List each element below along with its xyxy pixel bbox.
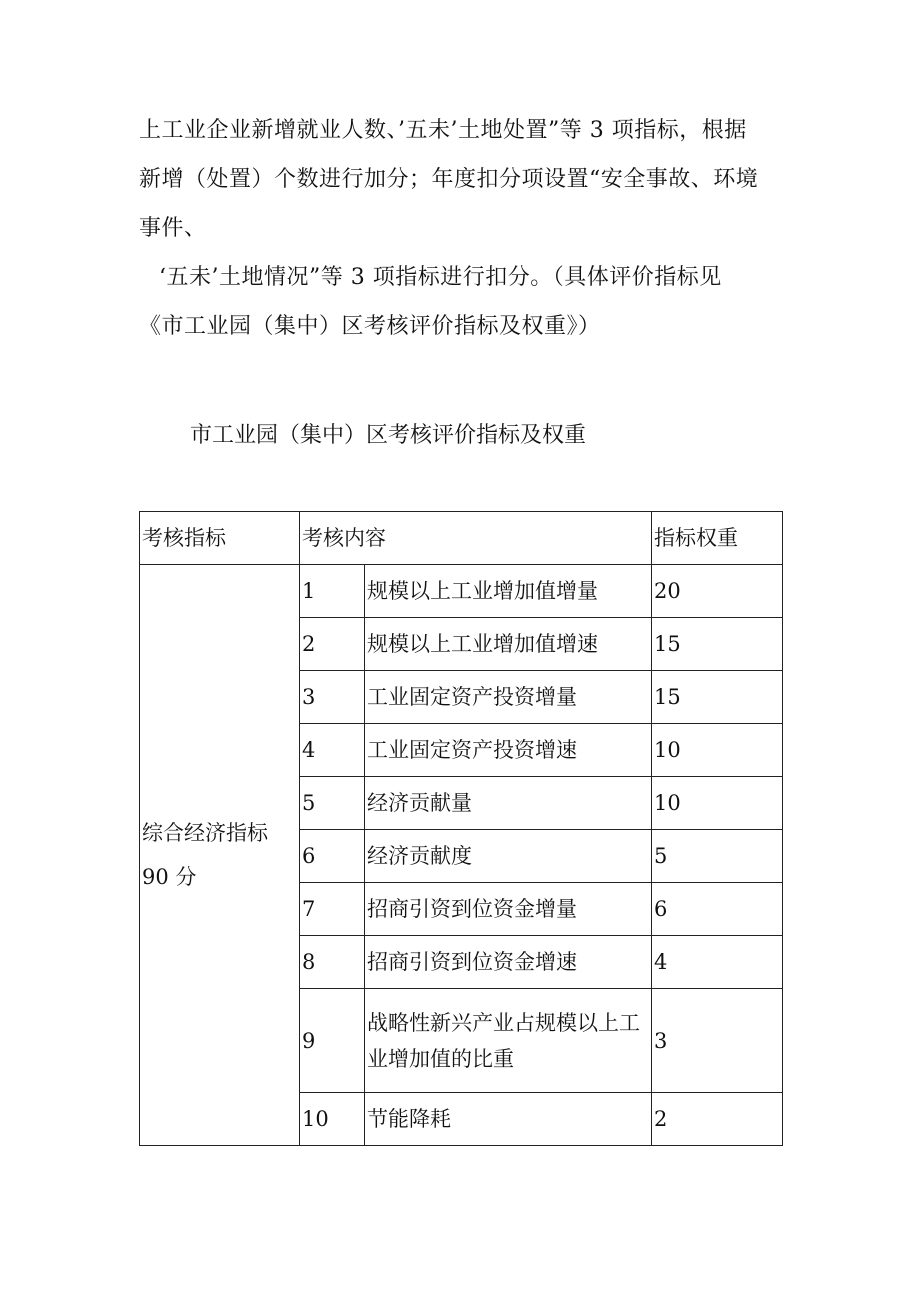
header-content: 考核内容 <box>300 512 652 565</box>
row-item: 经济贡献量 <box>365 777 652 830</box>
table-title: 市工业园（集中）区考核评价指标及权重 <box>190 423 587 448</box>
row-number: 6 <box>300 830 365 883</box>
row-item: 经济贡献度 <box>365 830 652 883</box>
row-weight: 4 <box>652 936 783 989</box>
paragraph-line: 事件、 <box>139 216 207 241</box>
row-number: 7 <box>300 883 365 936</box>
row-item: 战略性新兴产业占规模以上工业增加值的比重 <box>365 989 652 1093</box>
row-item: 节能降耗 <box>365 1093 652 1146</box>
row-number: 9 <box>300 989 365 1093</box>
row-weight: 20 <box>652 565 783 618</box>
row-weight: 10 <box>652 777 783 830</box>
row-number: 1 <box>300 565 365 618</box>
group-label: 综合经济指标 <box>142 821 268 845</box>
row-weight: 5 <box>652 830 783 883</box>
row-item: 工业固定资产投资增速 <box>365 724 652 777</box>
evaluation-table <box>139 511 783 1146</box>
table-header-row <box>140 512 783 565</box>
row-number: 8 <box>300 936 365 989</box>
row-number: 3 <box>300 671 365 724</box>
row-weight: 2 <box>652 1093 783 1146</box>
table-row <box>140 565 783 618</box>
row-weight: 15 <box>652 671 783 724</box>
row-number: 5 <box>300 777 365 830</box>
row-item: 工业固定资产投资增量 <box>365 671 652 724</box>
row-item: 招商引资到位资金增速 <box>365 936 652 989</box>
header-weight: 指标权重 <box>652 512 783 565</box>
row-item: 招商引资到位资金增量 <box>365 883 652 936</box>
header-indicator: 考核指标 <box>140 512 300 565</box>
paragraph-line: 上工业企业新增就业人数、’五未’土地处置”等 3 项指标，根据 <box>139 118 747 143</box>
body-paragraph <box>139 106 799 351</box>
row-weight: 10 <box>652 724 783 777</box>
row-number: 4 <box>300 724 365 777</box>
row-item: 规模以上工业增加值增量 <box>365 565 652 618</box>
paragraph-line: 新增（处置）个数进行加分；年度扣分项设置“安全事故、环境 <box>139 167 759 192</box>
row-item: 规模以上工业增加值增速 <box>365 618 652 671</box>
row-number: 10 <box>300 1093 365 1146</box>
group-label-cell <box>140 565 300 1146</box>
row-number: 2 <box>300 618 365 671</box>
row-weight: 6 <box>652 883 783 936</box>
row-weight: 15 <box>652 618 783 671</box>
paragraph-line: 《市工业园（集中）区考核评价指标及权重》） <box>139 314 601 339</box>
group-score: 90 分 <box>142 865 197 889</box>
paragraph-line: ‘五未’土地情况”等 3 项指标进行扣分。（具体评价指标见 <box>159 265 722 290</box>
row-weight: 3 <box>652 989 783 1093</box>
